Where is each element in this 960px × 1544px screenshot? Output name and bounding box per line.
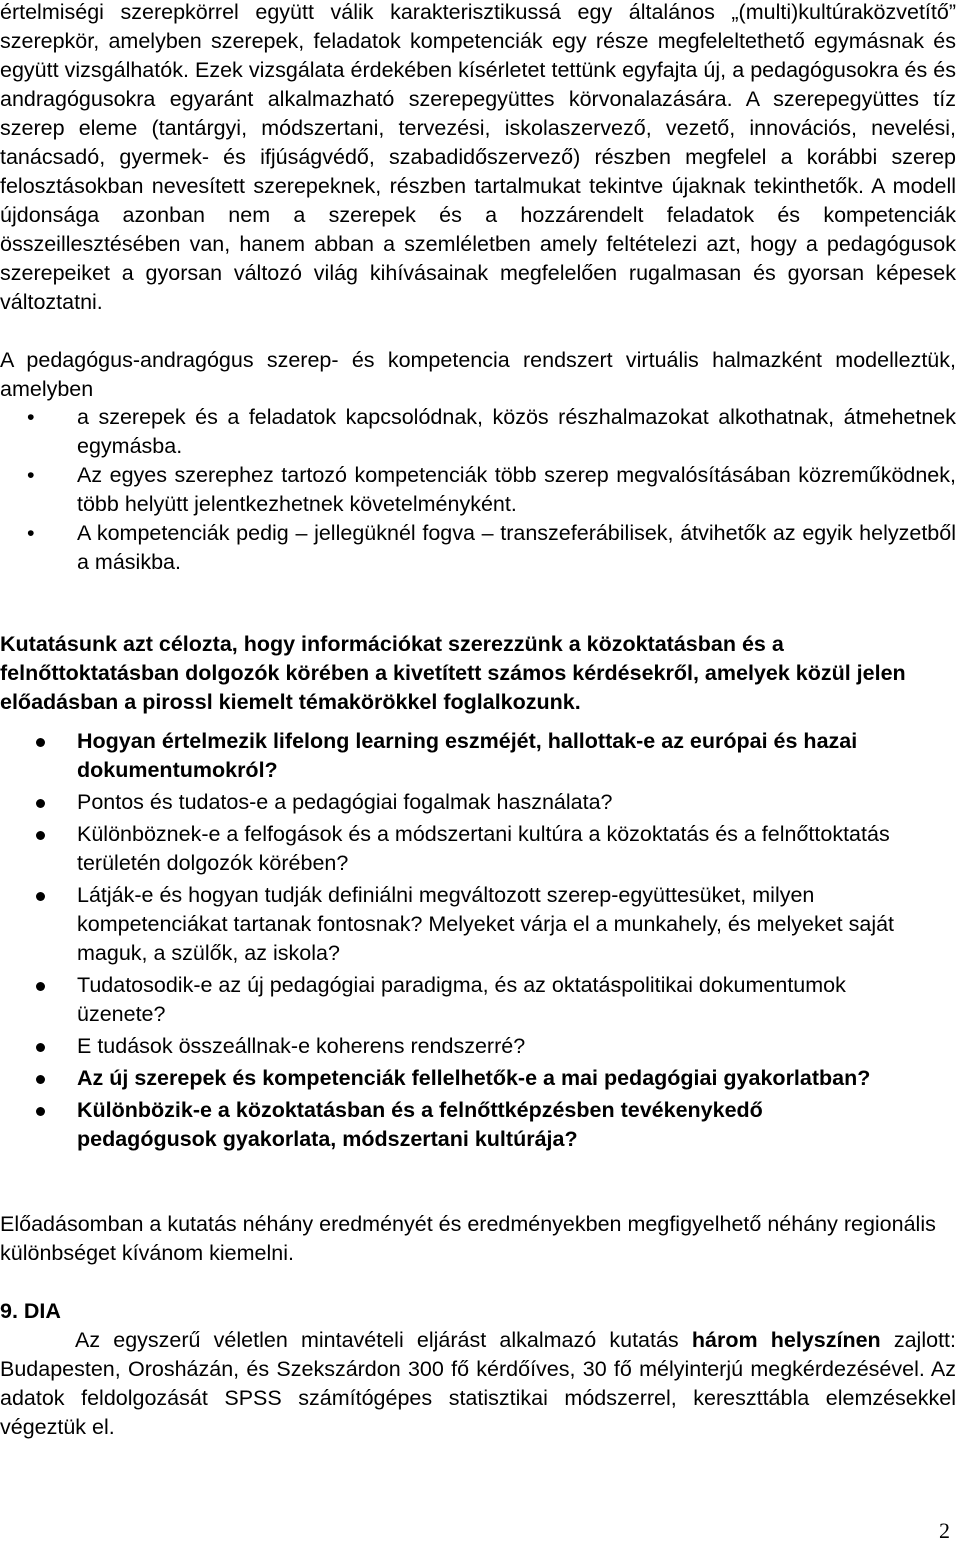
list-item-text: Az egyes szerephez tartozó kompetenciák több szerep megvalósításában közreműködnek, több helyütt jelentkezhetnek követelményként. <box>77 463 956 516</box>
paragraph-model-intro: A pedagógus-andragógus szerep- és kompetencia rendszert virtuális halmazként modelleztük, amelyben <box>0 348 956 401</box>
bullet-icon <box>36 982 45 991</box>
list-item <box>0 881 900 968</box>
methodology-emphasis: három helyszínen <box>691 1328 881 1352</box>
bullet-icon <box>36 1075 45 1084</box>
list-item <box>0 727 900 785</box>
list-item <box>0 971 900 1029</box>
question-text: Különbözik-e a közoktatásban és a felnőttképzésben tevékenykedő pedagógusok gyakorlata, módszertani kultúrája? <box>77 1098 763 1151</box>
bullet-icon <box>36 831 45 840</box>
bullet-icon: • <box>27 463 35 487</box>
list-item <box>0 820 900 878</box>
section-heading: 9. DIA <box>0 1299 61 1323</box>
methodology-text-1: Az egyszerű véletlen mintavételi eljárást alkalmazó kutatás <box>75 1328 692 1352</box>
question-text: Pontos és tudatos-e a pedagógiai fogalmak használata? <box>77 790 613 814</box>
list-item <box>0 1096 900 1154</box>
bullet-icon <box>36 892 45 901</box>
question-text: E tudások összeállnak-e koherens rendszerré? <box>77 1034 526 1058</box>
bullet-icon: • <box>27 405 35 429</box>
bullet-icon <box>36 799 45 808</box>
question-text: Különböznek-e a felfogások és a módszertani kultúra a közoktatás és a felnőttoktatás területén dolgozók körében? <box>77 822 890 875</box>
question-text: Látják-e és hogyan tudják definiálni megváltozott szerep-együttesüket, milyen kompetenciákat tartanak fontosnak? Melyeket várja el a munkahely, és melyeket saját maguk, a szülők, az iskola? <box>77 883 895 965</box>
paragraph-presentation-aim: Előadásomban a kutatás néhány eredményét és eredményekben megfigyelhető néhány regionális különbséget kívánom kiemelni. <box>0 1212 936 1265</box>
research-questions-list <box>0 727 900 1157</box>
bullet-icon <box>36 738 45 747</box>
page-number: 2 <box>939 1518 950 1543</box>
list-item <box>0 461 956 519</box>
model-properties-list <box>0 403 956 577</box>
paragraph-roles: értelmiségi szerepkörrel együtt válik karakterisztikussá egy általános „(multi)kultúraközvetítő” szerepkör, amelyben szerepek, feladatok kompetenciák egy része megfeleltethető egymásnak és együtt vizsgálhatók. Ezek vizsgálata érdekében kísérletet tettünk egyfajta új, a pedagógusokra és és andragógusokra egyaránt alkalmazható szerepegyüttes körvonalazására. A szerepegyüttes tíz szerep eleme (tantárgyi, módszertani, tervezési, iskolaszervező, vezető, innovációs, nevelési, tanácsadó, gyermek- és ifjúságvédő, szabadidőszervező) részben megfelel a korábbi szerep felosztásokban nevesített szerepeknek, részben tartalmukat tekintve újaknak tekinthetők. A modell újdonsága azonban nem a szerepek és a hozzárendelt feladatok és kompetenciák összeillesztésében van, hanem abban a szemléletben amely feltételezi azt, hogy a pedagógusok szerepeiket a gyorsan változó világ kihívásainak megfelelően rugalmasan és gyorsan képesek változtatni. <box>0 0 956 314</box>
list-item <box>0 403 956 461</box>
list-item-text: A kompetenciák pedig – jellegüknél fogva – transzeferábilisek, átvihetők az egyik helyzetből a másikba. <box>77 521 956 574</box>
methodology-text-2: zajlott: Budapesten, Orosházán, és Szekszárdon 300 fő kérdőíves, 30 fő mélyinterjú megkérdezésével. Az adatok feldolgozását SPSS számítógépes statisztikai módszerrel, kereszttábla elemzésekkel végeztük el. <box>0 1328 956 1439</box>
bullet-icon <box>36 1107 45 1116</box>
list-item <box>0 788 900 817</box>
list-item-text: a szerepek és a feladatok kapcsolódnak, közös részhalmazokat alkothatnak, átmehetnek egymásba. <box>77 405 956 458</box>
question-text: Hogyan értelmezik lifelong learning eszméjét, hallottak-e az európai és hazai dokumentumokról? <box>77 729 858 782</box>
paragraph-methodology <box>0 1326 956 1442</box>
list-item <box>0 1032 900 1061</box>
paragraph-research-goal: Kutatásunk azt célozta, hogy információkat szerezzünk a közoktatásban és a felnőttoktatásban dolgozók körében a kivetített számos kérdésekről, amelyek közül jelen előadásban a pirossl kiemelt témakörökkel foglalkozunk. <box>0 631 906 714</box>
bullet-icon <box>36 1043 45 1052</box>
question-text: Tudatosodik-e az új pedagógiai paradigma, és az oktatáspolitikai dokumentumok üzenete? <box>77 973 846 1026</box>
question-text: Az új szerepek és kompetenciák fellelhetők-e a mai pedagógiai gyakorlatban? <box>77 1066 871 1090</box>
list-item <box>0 519 956 577</box>
list-item <box>0 1064 900 1093</box>
bullet-icon: • <box>27 521 35 545</box>
